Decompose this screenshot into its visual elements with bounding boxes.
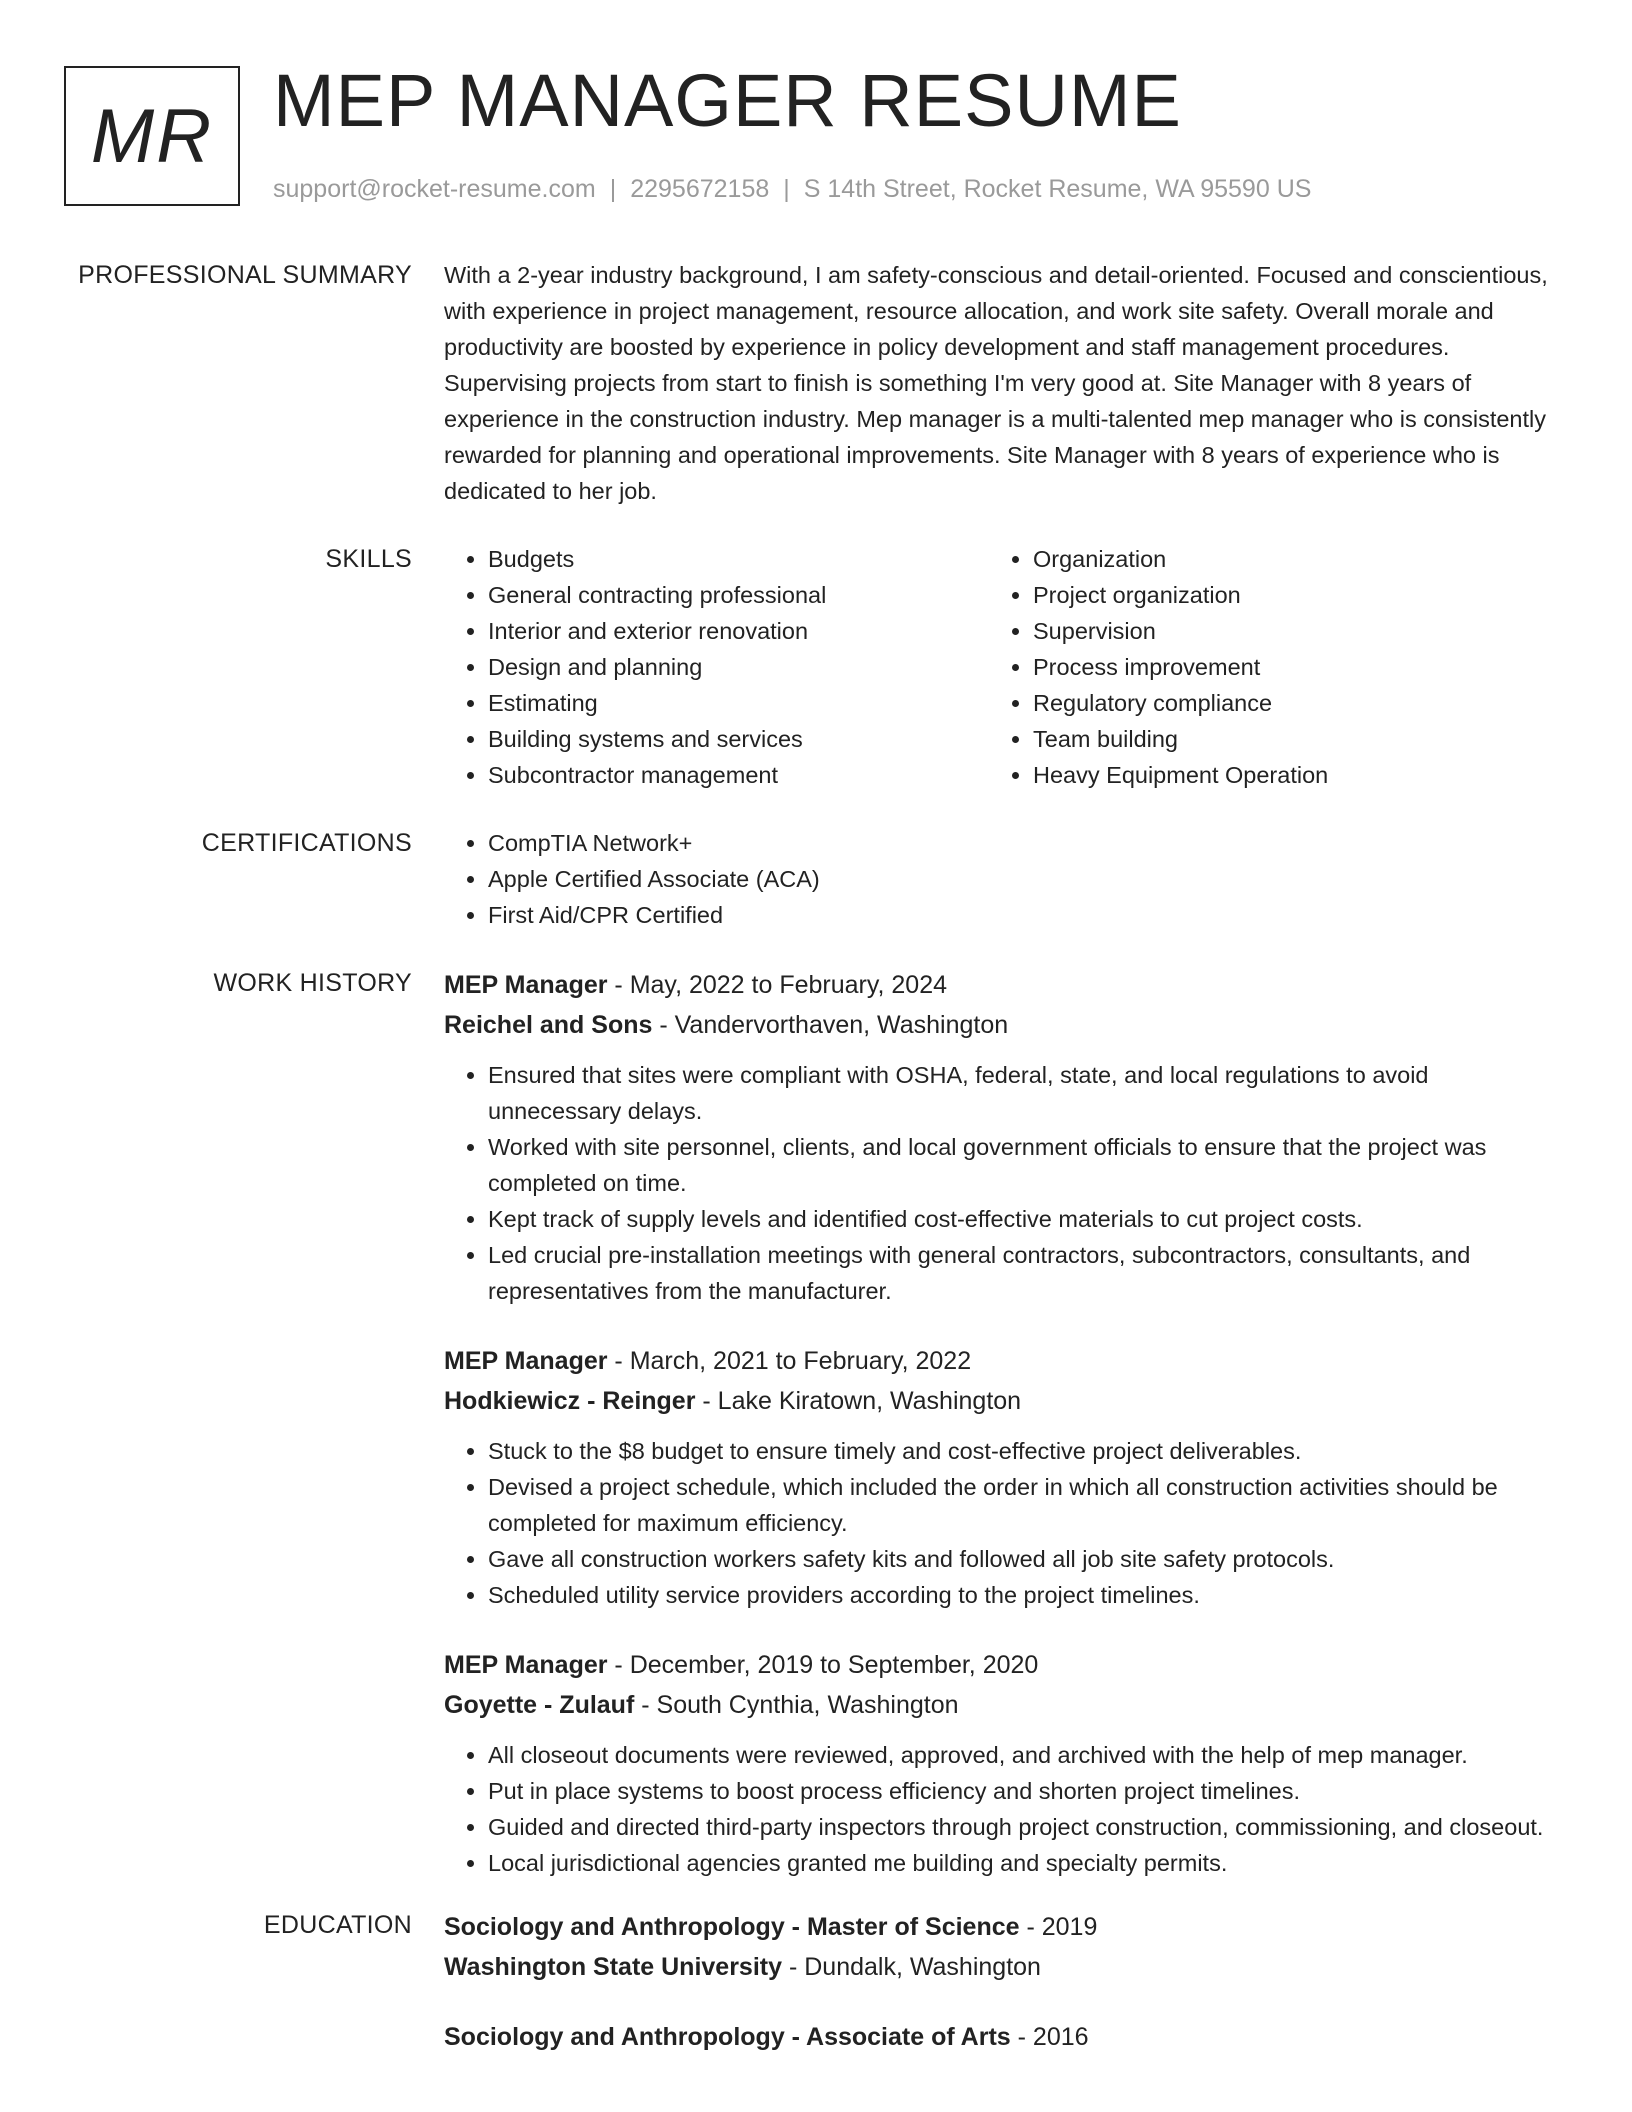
skill-item: • Design and planning [488, 649, 989, 685]
work-history-heading: WORK HISTORY [213, 969, 412, 997]
job-dates: May, 2022 to February, 2024 [629, 971, 948, 999]
education-degree-line [444, 1907, 1564, 1947]
summary-heading: PROFESSIONAL SUMMARY [78, 261, 412, 289]
job-bullets [444, 1057, 1564, 1309]
certifications-section [0, 825, 1632, 933]
education-degree: Sociology and Anthropology - Master of Science [444, 1913, 1020, 1941]
job-entry [444, 965, 1564, 1309]
job-bullet: • Scheduled utility service providers according to the project timelines. [488, 1577, 1564, 1613]
job-bullets [444, 1737, 1564, 1881]
skills-list-right [989, 541, 1534, 793]
education-school: Washington State University [444, 1953, 783, 1981]
job-title-line [444, 965, 1564, 1005]
education-school-line [444, 1947, 1564, 1987]
summary-section [0, 257, 1632, 509]
contact-line [273, 172, 1311, 206]
skills-heading: SKILLS [325, 545, 412, 573]
education-degree-line [444, 2017, 1564, 2057]
summary-text: With a 2-year industry background, I am safety-conscious and detail-oriented. Focused and conscientious, with experience in project management, resource allocation, and work site safety. Overall morale and productivity are boosted by experience in policy development and staff management procedures. Supervising projects from start to finish is something I'm very good at. Site Manager with 8 years of experience in the construction industry. Mep manager is a multi-talented mep manager who is consistently rewarded for planning and operational improvements. Site Manager with 8 years of experience who is dedicated to her job. [444, 262, 1548, 504]
skill-item: • Heavy Equipment Operation [1033, 757, 1534, 793]
education-location: Dundalk, Washington [804, 1953, 1041, 1981]
job-bullet: • Devised a project schedule, which included the order in which all construction activities should be completed for maximum efficiency. [488, 1469, 1564, 1541]
job-company: Hodkiewicz - Reinger [444, 1387, 696, 1415]
contact-address: S 14th Street, Rocket Resume, WA 95590 US [803, 175, 1312, 203]
skill-item: • Project organization [1033, 577, 1534, 613]
skill-item: • General contracting professional [488, 577, 989, 613]
job-location: Lake Kiratown, Washington [717, 1387, 1022, 1415]
skill-item: • Building systems and services [488, 721, 989, 757]
skill-item: • Budgets [488, 541, 989, 577]
contact-email: support@rocket-resume.com [273, 175, 596, 203]
job-entry [444, 1645, 1564, 1881]
certification-item: • CompTIA Network+ [488, 825, 1564, 861]
job-company: Goyette - Zulauf [444, 1691, 635, 1719]
skill-item: • Process improvement [1033, 649, 1534, 685]
monogram-logo: MR [64, 66, 240, 206]
certifications-heading: CERTIFICATIONS [201, 829, 412, 857]
job-bullet: • Guided and directed third-party inspectors through project construction, commissioning, and closeout. [488, 1809, 1564, 1845]
skill-item: • Supervision [1033, 613, 1534, 649]
dash: - [607, 971, 630, 999]
job-location: South Cynthia, Washington [656, 1691, 959, 1719]
job-title: MEP Manager [444, 971, 608, 999]
contact-phone: 2295672158 [630, 175, 770, 203]
job-location: Vandervorthaven, Washington [674, 1011, 1009, 1039]
job-dates: March, 2021 to February, 2022 [629, 1347, 972, 1375]
job-bullet: • Gave all construction workers safety kits and followed all job site safety protocols. [488, 1541, 1564, 1577]
job-company: Reichel and Sons [444, 1011, 653, 1039]
skill-item: • Estimating [488, 685, 989, 721]
dash: - [695, 1387, 718, 1415]
contact-separator: | [783, 175, 790, 203]
contact-separator: | [609, 175, 617, 203]
dash: - [1019, 1913, 1042, 1941]
skills-section [0, 541, 1632, 793]
dash: - [607, 1347, 630, 1375]
certification-item: • Apple Certified Associate (ACA) [488, 861, 1564, 897]
work-history-section [0, 965, 1632, 1881]
job-title: MEP Manager [444, 1651, 608, 1679]
job-company-line [444, 1381, 1564, 1421]
skill-item: • Subcontractor management [488, 757, 989, 793]
skill-item: • Organization [1033, 541, 1534, 577]
job-bullet: • Worked with site personnel, clients, and local government officials to ensure that the project was completed on time. [488, 1129, 1564, 1201]
skill-item: • Interior and exterior renovation [488, 613, 989, 649]
job-entry [444, 1341, 1564, 1613]
job-dates: December, 2019 to September, 2020 [629, 1651, 1039, 1679]
education-degree: Sociology and Anthropology - Associate of Arts [444, 2023, 1011, 2051]
job-bullets [444, 1433, 1564, 1613]
job-bullet: • Ensured that sites were compliant with OSHA, federal, state, and local regulations to avoid unnecessary delays. [488, 1057, 1564, 1129]
job-title-line [444, 1341, 1564, 1381]
dash: - [652, 1011, 675, 1039]
dash: - [607, 1651, 630, 1679]
education-year: 2016 [1032, 2023, 1089, 2051]
job-company-line [444, 1005, 1564, 1045]
skill-item: • Regulatory compliance [1033, 685, 1534, 721]
job-bullet: • Put in place systems to boost process efficiency and shorten project timelines. [488, 1773, 1564, 1809]
education-heading: EDUCATION [263, 1911, 412, 1939]
education-entry [444, 2017, 1564, 2057]
dash: - [782, 1953, 805, 1981]
job-bullet: • Led crucial pre-installation meetings with general contractors, subcontractors, consultants, and representatives from the manufacturer. [488, 1237, 1564, 1309]
job-bullet: • Stuck to the $8 budget to ensure timely and cost-effective project deliverables. [488, 1433, 1564, 1469]
job-bullet: • Local jurisdictional agencies granted me building and specialty permits. [488, 1845, 1564, 1881]
resume-title: MEP MANAGER RESUME [273, 59, 1182, 142]
skills-list-left [444, 541, 989, 793]
certification-item: • First Aid/CPR Certified [488, 897, 1564, 933]
job-company-line [444, 1685, 1564, 1725]
job-title: MEP Manager [444, 1347, 608, 1375]
job-bullet: • Kept track of supply levels and identified cost-effective materials to cut project costs. [488, 1201, 1564, 1237]
certifications-list [444, 825, 1564, 933]
skill-item: • Team building [1033, 721, 1534, 757]
job-title-line [444, 1645, 1564, 1685]
education-entry [444, 1907, 1564, 1987]
resume-body [0, 257, 1632, 2057]
education-year: 2019 [1041, 1913, 1098, 1941]
dash: - [1010, 2023, 1033, 2051]
education-section [0, 1907, 1632, 2057]
dash: - [634, 1691, 657, 1719]
job-bullet: • All closeout documents were reviewed, approved, and archived with the help of mep manager. [488, 1737, 1564, 1773]
